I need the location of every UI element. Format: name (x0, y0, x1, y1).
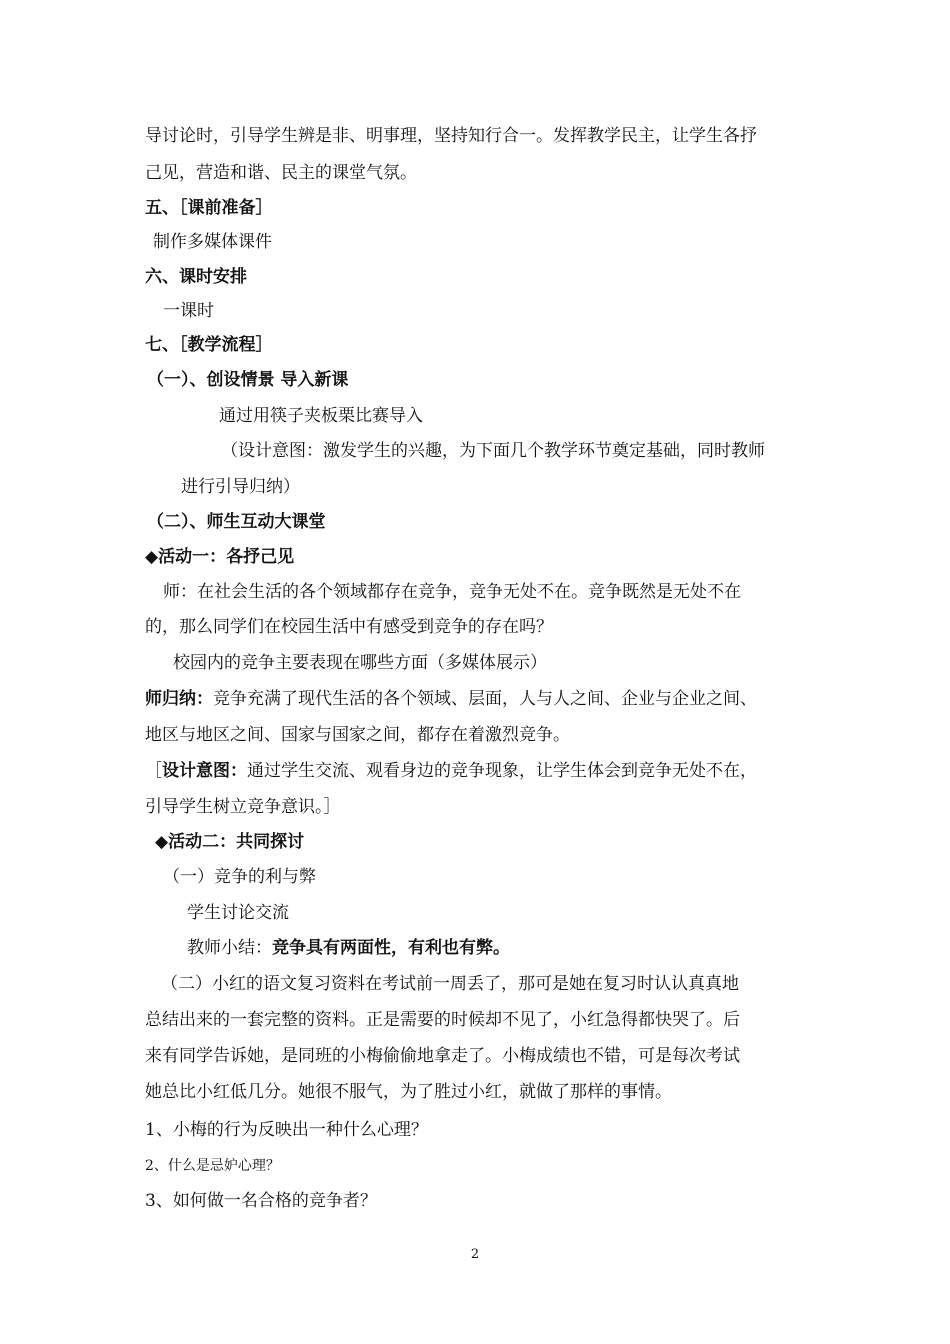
sub1-discussion: 学生讨论交流 (187, 903, 289, 923)
part1-heading: （一）、创设情景 导入新课 (147, 370, 349, 390)
page-number: 2 (470, 1247, 480, 1262)
activity2-heading: ◆活动二：共同探讨 (155, 832, 305, 852)
activity1-teacher-line-2: 的，那么同学们在校园生活中有感受到竞争的存在吗？ (145, 617, 553, 637)
activity1-teacher-line-1: 师：在社会生活的各个领域都存在竞争，竞争无处不在。竞争既然是无处不在 (163, 582, 741, 602)
summary-text-1: 竞争充满了现代生活的各个领域、层面，人与人之间、企业与企业之间、 (213, 689, 757, 709)
story-line-3: 来有同学告诉她，是同班的小梅偷偷地拿走了。小梅成绩也不错，可是每次考试 (145, 1046, 740, 1066)
section5-heading: 五、［课前准备］ (145, 198, 273, 218)
sub1-heading: （一）竞争的利与弊 (163, 867, 316, 887)
story-line-2: 总结出来的一套完整的资料。正是需要的时候却不见了，小红急得都快哭了。后 (145, 1010, 740, 1030)
part1-intent-line-1: （设计意图：激发学生的兴趣，为下面几个教学环节奠定基础，同时教师 (221, 441, 765, 461)
intro-line-2: 己见，营造和谐、民主的课堂气氛。 (145, 163, 417, 183)
intent2-line-1 (145, 758, 757, 784)
intent2-open-bracket: ［ (145, 761, 162, 781)
activity1-campus: 校园内的竞争主要表现在哪些方面（多媒体展示） (173, 653, 547, 673)
section7-heading: 七、［教学流程］ (145, 335, 273, 355)
story-line-1: （二）小红的语文复习资料在考试前一周丢了，那可是她在复习时认认真真地 (161, 974, 739, 994)
section6-heading: 六、课时安排 (145, 267, 247, 287)
section5-body: 制作多媒体课件 (153, 232, 272, 252)
part1-intent-line-2: 进行引导归纳） (181, 477, 300, 497)
intent2-text-1: 通过学生交流、观看身边的竞争现象，让学生体会到竞争无处不在， (247, 761, 757, 781)
part1-body: 通过用筷子夹板栗比赛导入 (219, 406, 423, 426)
part2-heading: （二）、师生互动大课堂 (147, 512, 326, 532)
activity1-heading: ◆活动一：各抒己见 (145, 547, 295, 567)
sub1-summary-text: 竞争具有两面性，有利也有弊。 (272, 938, 510, 958)
intro-line-1: 导讨论时，引导学生辨是非、明事理，坚持知行合一。发挥教学民主，让学生各抒 (145, 126, 757, 146)
section6-body: 一课时 (163, 301, 214, 321)
intent2-line-2: 引导学生树立竞争意识。］ (145, 797, 341, 817)
summary-label: 师归纳： (145, 689, 213, 709)
question-3: 3、如何做一名合格的竞争者？ (145, 1191, 377, 1211)
intent2-label: 设计意图： (162, 761, 247, 781)
summary-line-2: 地区与地区之间、国家与国家之间，都存在着激烈竞争。 (145, 725, 570, 745)
sub1-summary (187, 935, 510, 961)
summary-line-1 (145, 686, 757, 712)
sub1-summary-label: 教师小结： (187, 938, 272, 958)
question-1: 1、小梅的行为反映出一种什么心理？ (145, 1120, 428, 1140)
story-line-4: 她总比小红低几分。她很不服气，为了胜过小红，就做了那样的事情。 (145, 1082, 672, 1102)
question-2: 2、什么是忌妒心理？ (145, 1158, 280, 1174)
